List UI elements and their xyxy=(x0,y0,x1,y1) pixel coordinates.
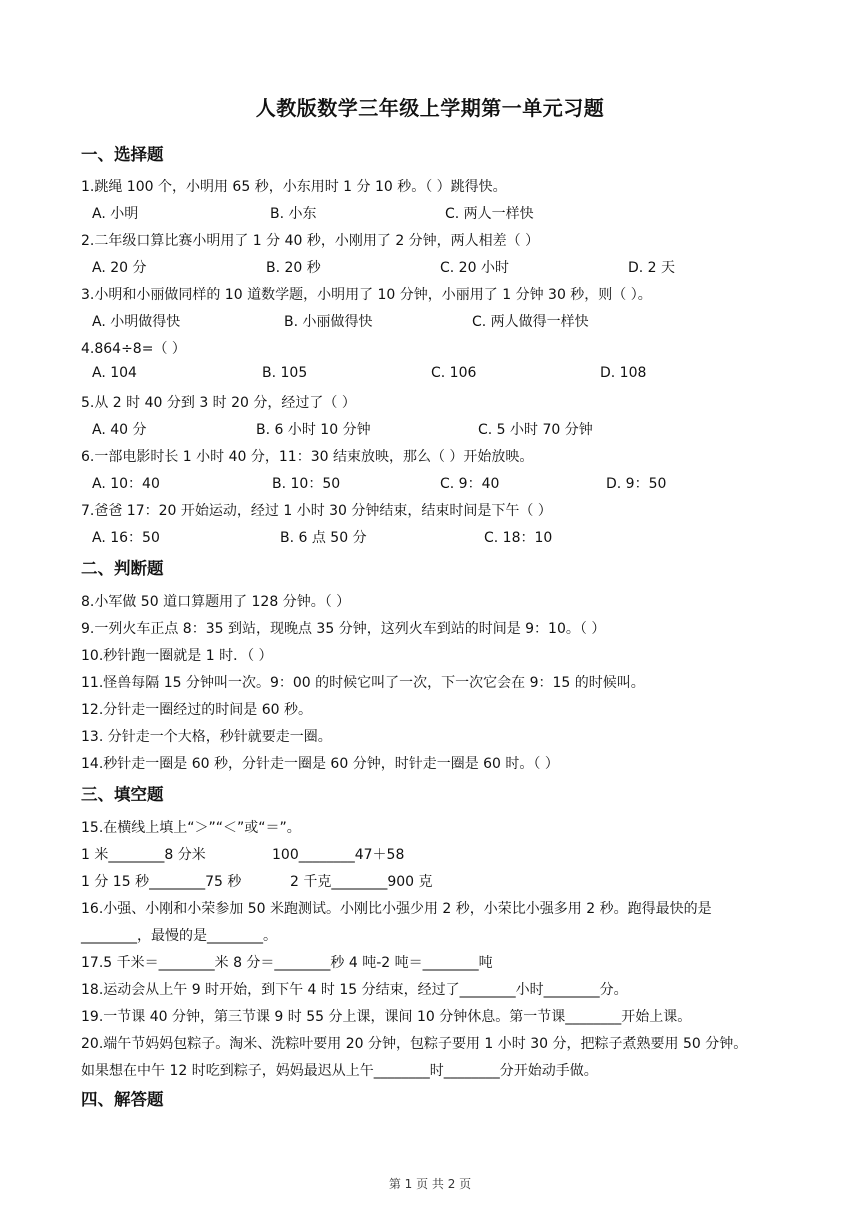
question-20-line-2: 如果想在中午 12 时吃到粽子，妈妈最迟从上午________时________分开始动手做。 xyxy=(81,1063,598,1079)
q6-option-a: A. 10：40 xyxy=(92,476,160,492)
question-6: 6.一部电影时长 1 小时 40 分，11：30 结束放映，那么（ ）开始放映。 xyxy=(81,449,534,465)
q7-option-c: C. 18：10 xyxy=(484,530,553,546)
q3-option-b: B. 小丽做得快 xyxy=(284,314,373,330)
question-12: 12.分针走一圈经过的时间是 60 秒。 xyxy=(81,702,312,718)
question-14: 14.秒针走一圈是 60 秒，分针走一圈是 60 分钟，时针走一圈是 60 时。（ ） xyxy=(81,756,559,772)
q7-option-b: B. 6 点 50 分 xyxy=(280,530,367,546)
question-16-line-2: ________，最慢的是________。 xyxy=(81,928,277,944)
q15-item-c: 1 分 15 秒________75 秒 xyxy=(81,874,242,890)
q5-option-a: A. 40 分 xyxy=(92,422,147,438)
question-19: 19.一节课 40 分钟，第三节课 9 时 55 分上课，课间 10 分钟休息。第一节课________开始上课。 xyxy=(81,1009,692,1025)
question-4: 4.864÷8=（ ） xyxy=(81,341,186,357)
q4-option-c: C. 106 xyxy=(431,365,477,381)
question-20-line-1: 20.端午节妈妈包粽子。淘米、洗粽叶要用 20 分钟，包粽子要用 1 小时 30 分，把粽子煮熟要用 50 分钟。 xyxy=(81,1036,748,1052)
q6-option-d: D. 9：50 xyxy=(606,476,667,492)
question-17: 17.5 千米＝________米 8 分＝________秒 4 吨-2 吨＝________吨 xyxy=(81,955,493,971)
q3-option-a: A. 小明做得快 xyxy=(92,314,181,330)
q6-option-b: B. 10：50 xyxy=(272,476,341,492)
question-8: 8.小军做 50 道口算题用了 128 分钟。（ ） xyxy=(81,594,351,610)
q6-option-c: C. 9：40 xyxy=(440,476,500,492)
q2-option-d: D. 2 天 xyxy=(628,260,676,276)
question-3: 3.小明和小丽做同样的 10 道数学题，小明用了 10 分钟，小丽用了 1 分钟 30 秒，则（ ）。 xyxy=(81,287,652,303)
question-5: 5.从 2 时 40 分到 3 时 20 分，经过了（ ） xyxy=(81,395,356,411)
q15-item-b: 100________47＋58 xyxy=(272,847,405,863)
question-10: 10.秒针跑一圈就是 1 时．（ ） xyxy=(81,648,273,664)
q7-option-a: A. 16：50 xyxy=(92,530,160,546)
question-15: 15.在横线上填上“＞”“＜”或“＝”。 xyxy=(81,820,301,836)
question-11: 11.怪兽每隔 15 分钟叫一次。9：00 的时候它叫了一次，下一次它会在 9：15 的时候叫。 xyxy=(81,675,645,691)
q4-option-b: B. 105 xyxy=(262,365,308,381)
q15-item-d: 2 千克________900 克 xyxy=(290,874,433,890)
q4-option-d: D. 108 xyxy=(600,365,647,381)
question-18: 18.运动会从上午 9 时开始，到下午 4 时 15 分结束，经过了________小时________分。 xyxy=(81,982,628,998)
q5-option-b: B. 6 小时 10 分钟 xyxy=(256,422,371,438)
page-footer: 第 1 页 共 2 页 xyxy=(388,1177,472,1191)
q2-option-b: B. 20 秒 xyxy=(266,260,321,276)
section-heading-solve: 四、解答题 xyxy=(81,1090,164,1109)
question-16-line-1: 16.小强、小刚和小荣参加 50 米跑测试。小刚比小强少用 2 秒，小荣比小强多用 2 秒。跑得最快的是 xyxy=(81,901,712,917)
question-7: 7.爸爸 17：20 开始运动，经过 1 小时 30 分钟结束，结束时间是下午（ ） xyxy=(81,503,552,519)
q1-option-a: A. 小明 xyxy=(92,206,139,222)
section-heading-fill: 三、填空题 xyxy=(81,785,164,804)
page-title: 人教版数学三年级上学期第一单元习题 xyxy=(255,96,605,120)
question-1: 1.跳绳 100 个，小明用 65 秒，小东用时 1 分 10 秒。（ ）跳得快。 xyxy=(81,179,507,195)
q2-option-c: C. 20 小时 xyxy=(440,260,509,276)
q1-option-c: C. 两人一样快 xyxy=(445,206,534,222)
section-heading-judge: 二、判断题 xyxy=(81,559,164,578)
q15-item-a: 1 米________8 分米 xyxy=(81,847,206,863)
question-2: 2.二年级口算比赛小明用了 1 分 40 秒，小刚用了 2 分钟，两人相差（ ） xyxy=(81,233,540,249)
q4-option-a: A. 104 xyxy=(92,365,137,381)
q1-option-b: B. 小东 xyxy=(270,206,317,222)
q3-option-c: C. 两人做得一样快 xyxy=(472,314,589,330)
question-9: 9.一列火车正点 8：35 到站，现晚点 35 分钟，这列火车到站的时间是 9：10。（ ） xyxy=(81,621,606,637)
question-13: 13. 分针走一个大格，秒针就要走一圈。 xyxy=(81,729,332,745)
section-heading-choice: 一、选择题 xyxy=(81,145,164,164)
q2-option-a: A. 20 分 xyxy=(92,260,147,276)
q5-option-c: C. 5 小时 70 分钟 xyxy=(478,422,593,438)
